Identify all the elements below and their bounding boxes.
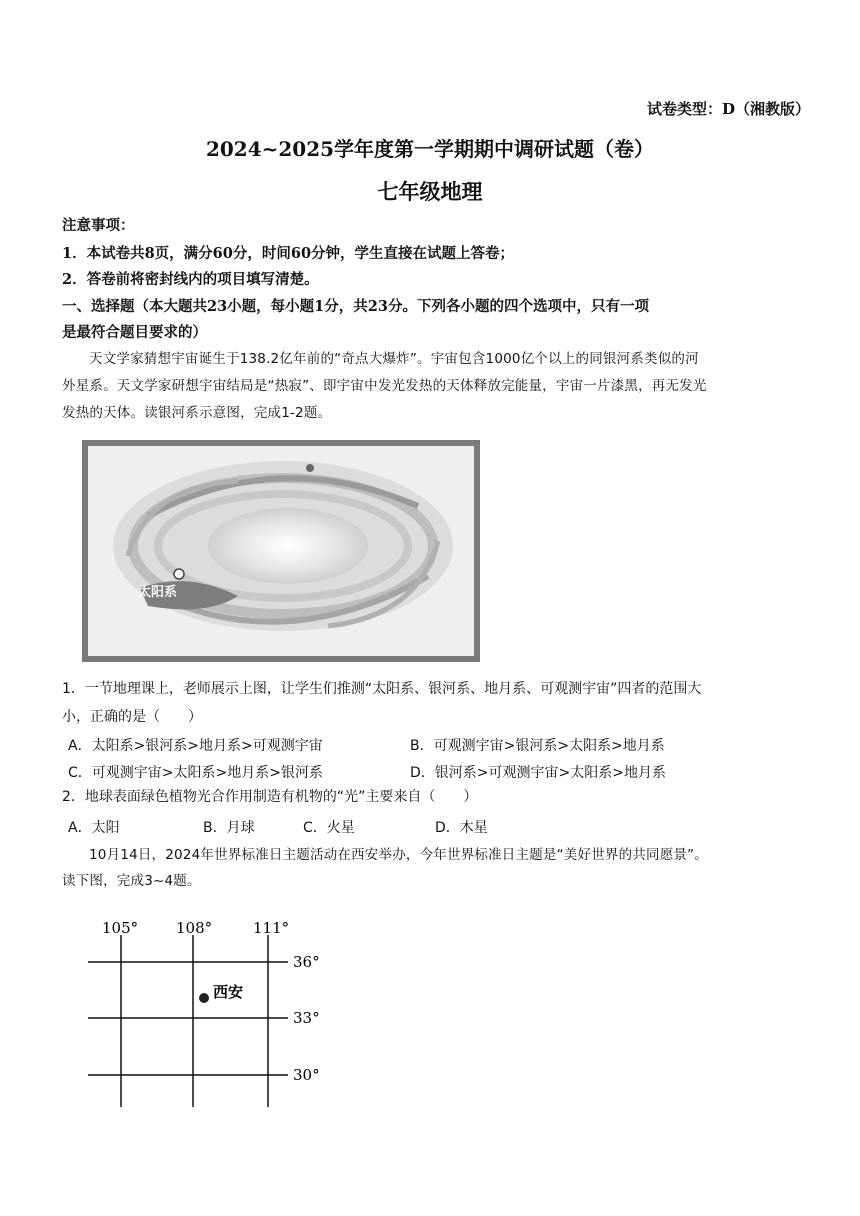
solar-system-label: 太阳系 [138, 585, 178, 600]
lat-label-30: 30° [293, 1066, 320, 1084]
q1-option-b: B．可观测宇宙>银河系>太阳系>地月系 [410, 738, 665, 754]
paper-type-label: 试卷类型：D（湘教版） [646, 100, 810, 118]
milky-way-figure [82, 440, 480, 662]
exam-subtitle: 七年级地理 [377, 179, 483, 204]
xian-city-label: 西安 [213, 983, 244, 1001]
passage2-line2: 读下图，完成3~4题。 [62, 873, 201, 889]
q2-option-b: B．月球 [203, 820, 255, 836]
passage2-line1: 10月14日，2024年世界标准日主题活动在西安举办，今年世界标准日主题是“美好世界的共同愿景”。 [89, 847, 708, 863]
q1-option-c: C．可观测宇宙>太阳系>地月系>银河系 [68, 765, 323, 781]
lat-label-33: 33° [293, 1009, 320, 1027]
section-heading-line1: 一、选择题（本大题共23小题，每小题1分，共23分。下列各小题的四个选项中，只有一项 [62, 298, 649, 315]
galaxy-illustration [88, 446, 474, 656]
lat-long-grid-map [88, 915, 338, 1115]
exam-title: 2024~2025学年度第一学期期中调研试题（卷） [205, 137, 655, 161]
galaxy-core [208, 508, 368, 584]
notice-item-2: 2．答卷前将密封线内的项目填写清楚。 [62, 271, 319, 288]
lon-label-111: 111° [253, 919, 290, 937]
q1-stem-line2: 小，正确的是（ ） [62, 709, 202, 725]
q2-option-a: A．太阳 [68, 820, 120, 836]
passage1-line3: 发热的天体。读银河系示意图，完成1-2题。 [62, 405, 332, 421]
q2-option-d: D．木星 [435, 820, 488, 836]
lon-label-105: 105° [102, 919, 139, 937]
sun-marker [174, 569, 184, 579]
lat-label-36: 36° [293, 953, 320, 971]
section-heading-line2: 是最符合题目要求的） [62, 324, 207, 341]
q1-option-d: D．银河系>可观测宇宙>太阳系>地月系 [410, 765, 666, 781]
passage1-line2: 外星系。天文学家研想宇宙结局是“热寂”、即宇宙中发光发热的天体释放完能量，宇宙一片漆黑，再无发光 [62, 378, 707, 394]
q2-option-c: C．火星 [303, 820, 355, 836]
lon-label-108: 108° [176, 919, 213, 937]
notice-item-1: 1．本试卷共8页，满分60分，时间60分钟，学生直接在试题上答卷； [62, 245, 515, 262]
q1-option-a: A．太阳系>银河系>地月系>可观测宇宙 [68, 738, 323, 754]
q1-stem-line1: 1．一节地理课上，老师展示上图，让学生们推测“太阳系、银河系、地月系、可观测宇宙”四者的范围大 [62, 681, 702, 697]
passage1-line1: 天文学家猜想宇宙诞生于138.2亿年前的“奇点大爆炸”。宇宙包含1000亿个以上的同银河系类似的河 [89, 351, 699, 367]
xian-city-marker [199, 993, 209, 1003]
notice-heading: 注意事项： [62, 217, 135, 234]
q2-stem: 2．地球表面绿色植物光合作用制造有机物的“光”主要来自（ ） [62, 789, 478, 805]
